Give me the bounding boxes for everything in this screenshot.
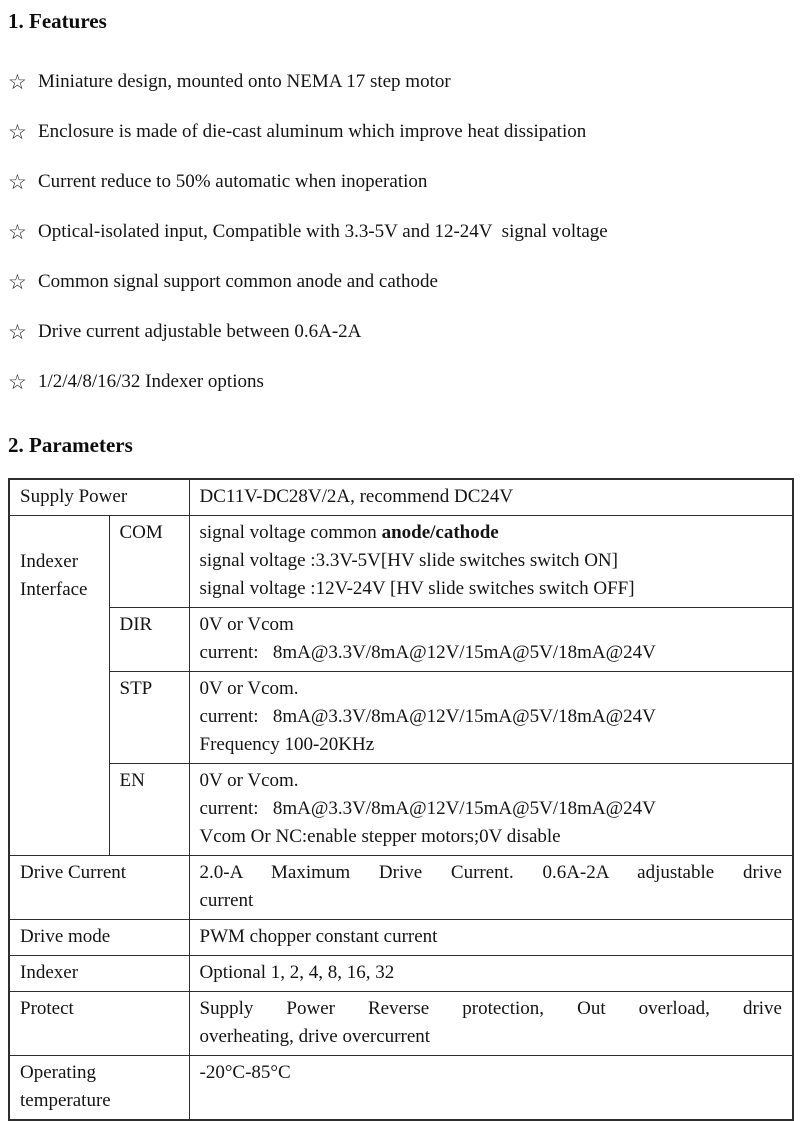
signal-label-en: EN bbox=[109, 764, 189, 856]
param-value-operating-temperature: -20°C-85°C bbox=[189, 1056, 793, 1121]
feature-item bbox=[8, 70, 792, 94]
row-drive-mode bbox=[9, 920, 793, 956]
star-bullet-icon: ☆ bbox=[8, 270, 27, 294]
param-value-drive-current bbox=[189, 856, 793, 920]
features-list bbox=[8, 70, 792, 394]
row-indexer-interface-dir bbox=[9, 608, 793, 672]
param-label-indexer-interface: Indexer Interface bbox=[9, 516, 109, 856]
feature-item bbox=[8, 220, 792, 244]
com-line1-prefix: signal voltage common bbox=[199, 522, 382, 543]
param-value-drive-mode: PWM chopper constant current bbox=[189, 920, 793, 956]
feature-text: Optical-isolated input, Compatible with 3.3-5V and 12-24V signal voltage bbox=[38, 221, 608, 242]
feature-item bbox=[8, 170, 792, 194]
value-line: 0V or Vcom. bbox=[199, 678, 299, 699]
row-operating-temperature bbox=[9, 1056, 793, 1121]
row-indexer-interface-com bbox=[9, 516, 793, 608]
param-value-en bbox=[189, 764, 793, 856]
feature-text: Current reduce to 50% automatic when inoperation bbox=[38, 171, 428, 192]
row-indexer-interface-en bbox=[9, 764, 793, 856]
value-line: 2.0-A Maximum Drive Current. 0.6A-2A adjustable drive bbox=[199, 862, 782, 883]
star-bullet-icon: ☆ bbox=[8, 120, 27, 144]
star-bullet-icon: ☆ bbox=[8, 220, 27, 244]
param-value-stp bbox=[189, 672, 793, 764]
star-bullet-icon: ☆ bbox=[8, 370, 27, 394]
parameters-table bbox=[8, 478, 794, 1121]
param-label-operating-temperature: Operating temperature bbox=[9, 1056, 189, 1121]
signal-label-stp: STP bbox=[109, 672, 189, 764]
row-indexer bbox=[9, 956, 793, 992]
value-line: current: 8mA@3.3V/8mA@12V/15mA@5V/18mA@24V bbox=[199, 798, 656, 819]
param-label-drive-mode: Drive mode bbox=[9, 920, 189, 956]
param-label-supply-power: Supply Power bbox=[9, 479, 189, 516]
param-label-indexer: Indexer bbox=[9, 956, 189, 992]
value-line: current: 8mA@3.3V/8mA@12V/15mA@5V/18mA@24V bbox=[199, 642, 656, 663]
feature-item bbox=[8, 120, 792, 144]
row-indexer-interface-stp bbox=[9, 672, 793, 764]
param-value-com bbox=[189, 516, 793, 608]
value-line bbox=[200, 519, 783, 547]
param-label-drive-current: Drive Current bbox=[9, 856, 189, 920]
value-line: signal voltage :12V-24V [HV slide switches switch OFF] bbox=[199, 578, 635, 599]
feature-text: Drive current adjustable between 0.6A-2A bbox=[38, 321, 362, 342]
features-heading: 1. Features bbox=[8, 9, 107, 33]
value-line: current bbox=[199, 890, 254, 911]
param-value-supply-power: DC11V-DC28V/2A, recommend DC24V bbox=[189, 479, 793, 516]
param-value-dir bbox=[189, 608, 793, 672]
signal-label-dir: DIR bbox=[109, 608, 189, 672]
value-line: Vcom Or NC:enable stepper motors;0V disable bbox=[199, 826, 561, 847]
feature-text: Common signal support common anode and cathode bbox=[38, 271, 438, 292]
row-drive-current bbox=[9, 856, 793, 920]
param-value-indexer: Optional 1, 2, 4, 8, 16, 32 bbox=[189, 956, 793, 992]
value-line: current: 8mA@3.3V/8mA@12V/15mA@5V/18mA@24V bbox=[199, 706, 656, 727]
feature-text: Miniature design, mounted onto NEMA 17 step motor bbox=[38, 71, 451, 92]
param-label-protect: Protect bbox=[9, 992, 189, 1056]
value-line: overheating, drive overcurrent bbox=[199, 1026, 431, 1047]
feature-text: 1/2/4/8/16/32 Indexer options bbox=[38, 371, 264, 392]
feature-item bbox=[8, 270, 792, 294]
star-bullet-icon: ☆ bbox=[8, 320, 27, 344]
value-line: Supply Power Reverse protection, Out overload, drive bbox=[199, 998, 782, 1019]
value-line: signal voltage :3.3V-5V[HV slide switches switch ON] bbox=[199, 550, 618, 571]
value-line: 0V or Vcom bbox=[199, 614, 294, 635]
star-bullet-icon: ☆ bbox=[8, 70, 27, 94]
signal-label-com: COM bbox=[109, 516, 189, 608]
feature-item bbox=[8, 320, 792, 344]
row-supply-power bbox=[9, 479, 793, 516]
row-protect bbox=[9, 992, 793, 1056]
feature-text: Enclosure is made of die-cast aluminum which improve heat dissipation bbox=[38, 121, 587, 142]
param-value-protect bbox=[189, 992, 793, 1056]
parameters-heading: 2. Parameters bbox=[8, 433, 133, 457]
feature-item bbox=[8, 370, 792, 394]
value-line: Frequency 100-20KHz bbox=[199, 734, 375, 755]
value-line: 0V or Vcom. bbox=[199, 770, 299, 791]
star-bullet-icon: ☆ bbox=[8, 170, 27, 194]
com-line1-bold: anode/cathode bbox=[381, 522, 499, 543]
